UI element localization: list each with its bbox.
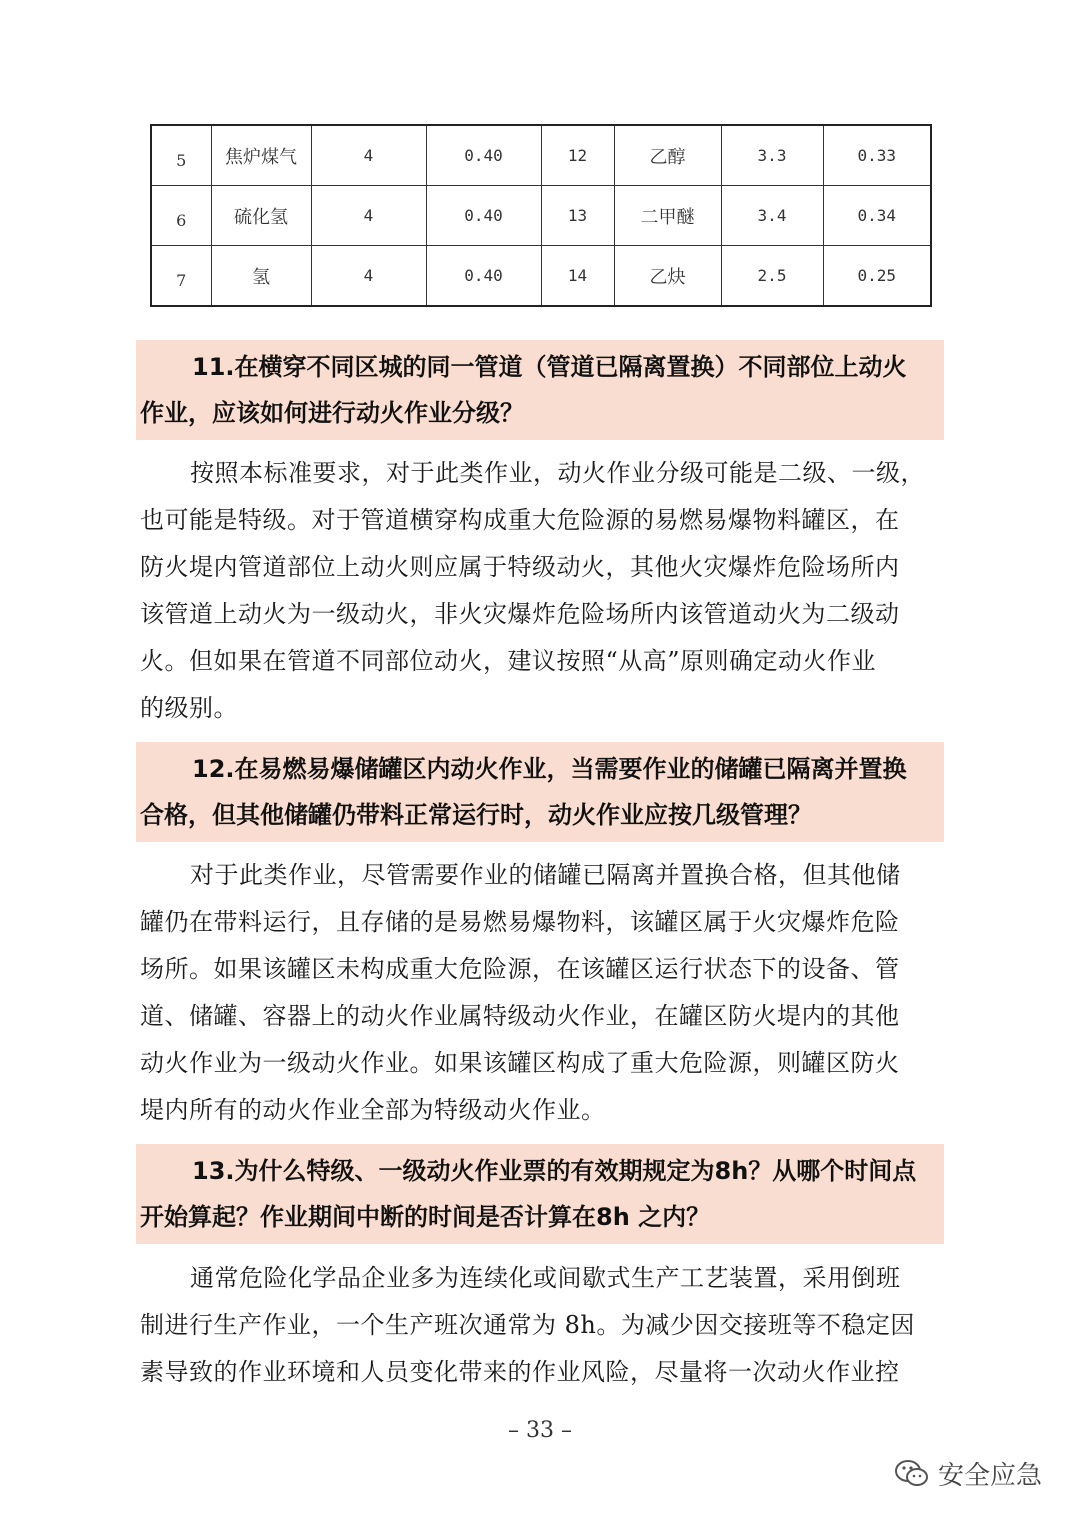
answer-line: 制进行生产作业，一个生产班次通常为 8h。为减少因交接班等不稳定因 [140, 1311, 915, 1339]
table-cell: 3.4 [721, 186, 823, 246]
answer-line: 堤内所有的动火作业全部为特级动火作业。 [140, 1096, 606, 1124]
table-cell: 7 [151, 246, 211, 307]
table-cell: 0.25 [823, 246, 931, 307]
answer-line: 动火作业为一级动火作业。如果该罐区构成了重大危险源，则罐区防火 [140, 1049, 900, 1077]
table-row [151, 246, 931, 307]
answer-line: 道、储罐、容器上的动火作业属特级动火作业，在罐区防火堤内的其他 [140, 1002, 900, 1030]
gas-table [150, 124, 932, 307]
table-cell: 12 [541, 125, 614, 186]
table-cell: 0.40 [426, 246, 541, 307]
answer-line: 按照本标准要求，对于此类作业，动火作业分级可能是二级、一级， [190, 459, 925, 487]
question-11-line-2: 作业，应该如何进行动火作业分级？ [140, 399, 524, 427]
table-cell: 2.5 [721, 246, 823, 307]
answer-13-paragraph [140, 1255, 940, 1396]
table-cell: 0.34 [823, 186, 931, 246]
answer-line: 罐仍在带料运行，且存储的是易燃易爆物料，该罐区属于火灾爆炸危险 [140, 908, 900, 936]
answer-line: 该管道上动火为一级动火，非火灾爆炸危险场所内该管道动火为二级动 [140, 600, 900, 628]
question-13-line-2: 开始算起？作业期间中断的时间是否计算在8h 之内？ [140, 1203, 711, 1231]
answer-12-paragraph [140, 852, 940, 1134]
page-number: – 33 – [508, 1418, 572, 1443]
table-cell: 焦炉煤气 [211, 125, 311, 186]
table-cell: 14 [541, 246, 614, 307]
question-11-line-1: 11.在横穿不同区城的同一管道（管道已隔离置换）不同部位上动火 [192, 353, 907, 381]
watermark [894, 1455, 1042, 1492]
table-cell: 5 [151, 125, 211, 186]
table-cell: 3.3 [721, 125, 823, 186]
watermark-text: 安全应急 [937, 1461, 1042, 1491]
answer-line: 的级别。 [140, 694, 238, 722]
table-cell: 二甲醚 [614, 186, 721, 246]
table-row [151, 186, 931, 246]
question-11-heading [136, 340, 944, 440]
table-cell: 4 [311, 125, 426, 186]
table-cell: 硫化氢 [211, 186, 311, 246]
table-cell: 0.40 [426, 125, 541, 186]
table-cell: 0.33 [823, 125, 931, 186]
table-cell: 乙醇 [614, 125, 721, 186]
table-cell: 13 [541, 186, 614, 246]
table-cell: 6 [151, 186, 211, 246]
table-cell: 0.40 [426, 186, 541, 246]
table-cell: 乙炔 [614, 246, 721, 307]
question-13-heading [136, 1144, 944, 1244]
question-12-line-2: 合格，但其他储罐仍带料正常运行时，动火作业应按几级管理？ [140, 801, 812, 829]
answer-line: 防火堤内管道部位上动火则应属于特级动火，其他火灾爆炸危险场所内 [140, 553, 900, 581]
answer-line: 素导致的作业环境和人员变化带来的作业风险，尽量将一次动火作业控 [140, 1358, 900, 1386]
answer-line: 场所。如果该罐区未构成重大危险源，在该罐区运行状态下的设备、管 [140, 955, 900, 983]
table-cell: 4 [311, 186, 426, 246]
table-cell: 氢 [211, 246, 311, 307]
answer-line: 也可能是特级。对于管道横穿构成重大危险源的易燃易爆物料罐区，在 [140, 506, 900, 534]
answer-line: 火。但如果在管道不同部位动火，建议按照“从高”原则确定动火作业 [140, 647, 877, 675]
answer-line: 通常危险化学品企业多为连续化或间歇式生产工艺装置，采用倒班 [190, 1264, 901, 1292]
table-cell: 4 [311, 246, 426, 307]
answer-11-paragraph [140, 450, 940, 732]
question-13-line-1: 13.为什么特级、一级动火作业票的有效期规定为8h？从哪个时间点 [192, 1157, 917, 1185]
question-12-heading [136, 742, 944, 842]
table-row [151, 125, 931, 186]
question-12-line-1: 12.在易燃易爆储罐区内动火作业，当需要作业的储罐已隔离并置换 [192, 755, 907, 783]
wechat-icon [894, 1458, 930, 1490]
answer-line: 对于此类作业，尽管需要作业的储罐已隔离并置换合格，但其他储 [190, 861, 901, 889]
